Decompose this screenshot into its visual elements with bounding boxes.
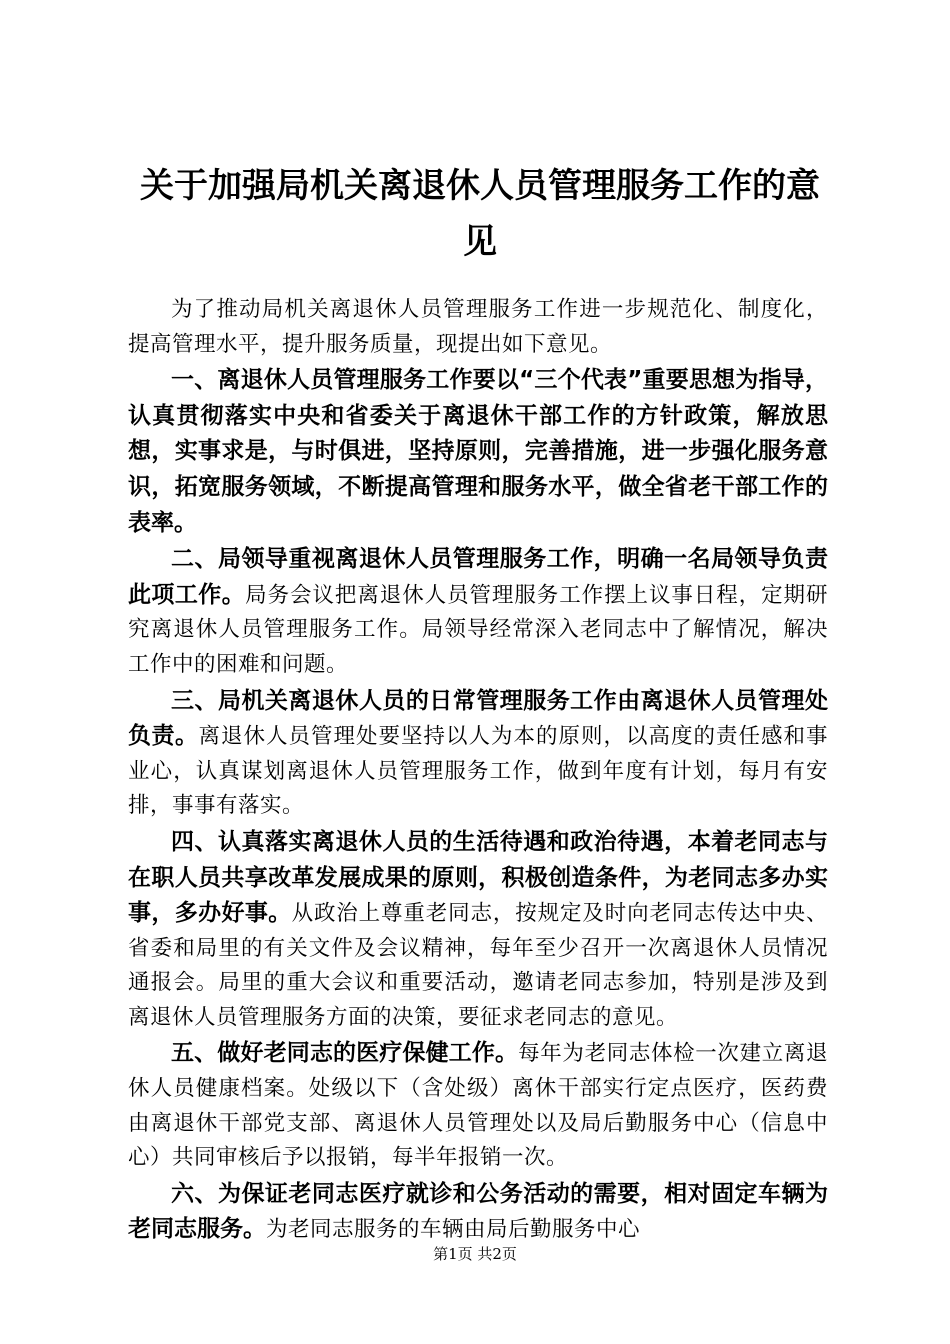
paragraph-5	[128, 1036, 828, 1175]
paragraph-text: 从政治上尊重老同志，按规定及时向老同志传达中央、省委和局里的有关文件及会议精神，每年至少召开一次离退休人员情况通报会。局里的重大会议和重要活动，邀请老同志参加，特别是涉及到离退休人员管理服务方面的决策，要征求老同志的意见。	[128, 901, 829, 1030]
paragraph-text: 为了推动局机关离退休人员管理服务工作进一步规范化、制度化，提高管理水平，提升服务质量，现提出如下意见。	[128, 297, 828, 357]
title-line-2: 见	[463, 222, 497, 262]
paragraph-4	[128, 825, 828, 1036]
paragraph-text: 为老同志服务的车辆由局后勤服务中心	[266, 1217, 641, 1243]
paragraph-3	[128, 684, 828, 824]
paragraph-lead: 一、离退休人员管理服务工作要以“三个代表”重要思想为指导，认真贯彻落实中央和省委关于离退休干部工作的方针政策，解放思想，实事求是，与时俱进，坚持原则，完善措施，进一步强化服务意识，拓宽服务领域，不断提高管理和服务水平，做全省老干部工作的表率。	[128, 367, 828, 536]
paragraph-text: 局务会议把离退休人员管理服务工作摆上议事日程，定期研究离退休人员管理服务工作。局领导经常深入老同志中了解情况，解决工作中的困难和问题。	[128, 582, 828, 677]
document-body	[128, 292, 828, 1249]
paragraph-text: 每年为老同志体检一次建立离退休人员健康档案。处级以下（含处级）离休干部实行定点医疗，医药费由离退休干部党支部、离退休人员管理处以及局后勤服务中心（信息中心）共同审核后予以报销，每半年报销一次。	[128, 1041, 828, 1171]
document-title	[120, 158, 840, 270]
paragraph-lead: 二、局领导重视离退休人员管理服务工作，明确一名局领导负责此项工作。	[128, 546, 828, 608]
paragraph-intro	[128, 292, 828, 362]
page-footer: 第1页 共2页	[433, 1245, 517, 1263]
paragraph-lead: 四、认真落实离退休人员的生活待遇和政治待遇，本着老同志与在职人员共享改革发展成果的原则，积极创造条件，为老同志多办实事，多办好事。	[128, 828, 828, 927]
paragraph-2	[128, 542, 828, 682]
paragraph-lead: 三、局机关离退休人员的日常管理服务工作由离退休人员管理处负责。	[128, 687, 828, 750]
title-line-1: 关于加强局机关离退休人员管理服务工作的意	[140, 166, 820, 206]
paragraph-text: 离退休人员管理处要坚持以人为本的原则，以高度的责任感和事业心，认真谋划离退休人员管理服务工作，做到年度有计划，每月有安排，事事有落实。	[128, 724, 828, 819]
paragraph-1	[128, 363, 828, 541]
paragraph-lead: 五、做好老同志的医疗保健工作。	[171, 1040, 519, 1067]
paragraph-lead: 六、为保证老同志医疗就诊和公务活动的需要，相对固定车辆为老同志服务。	[128, 1180, 828, 1243]
paragraph-6	[128, 1177, 828, 1248]
